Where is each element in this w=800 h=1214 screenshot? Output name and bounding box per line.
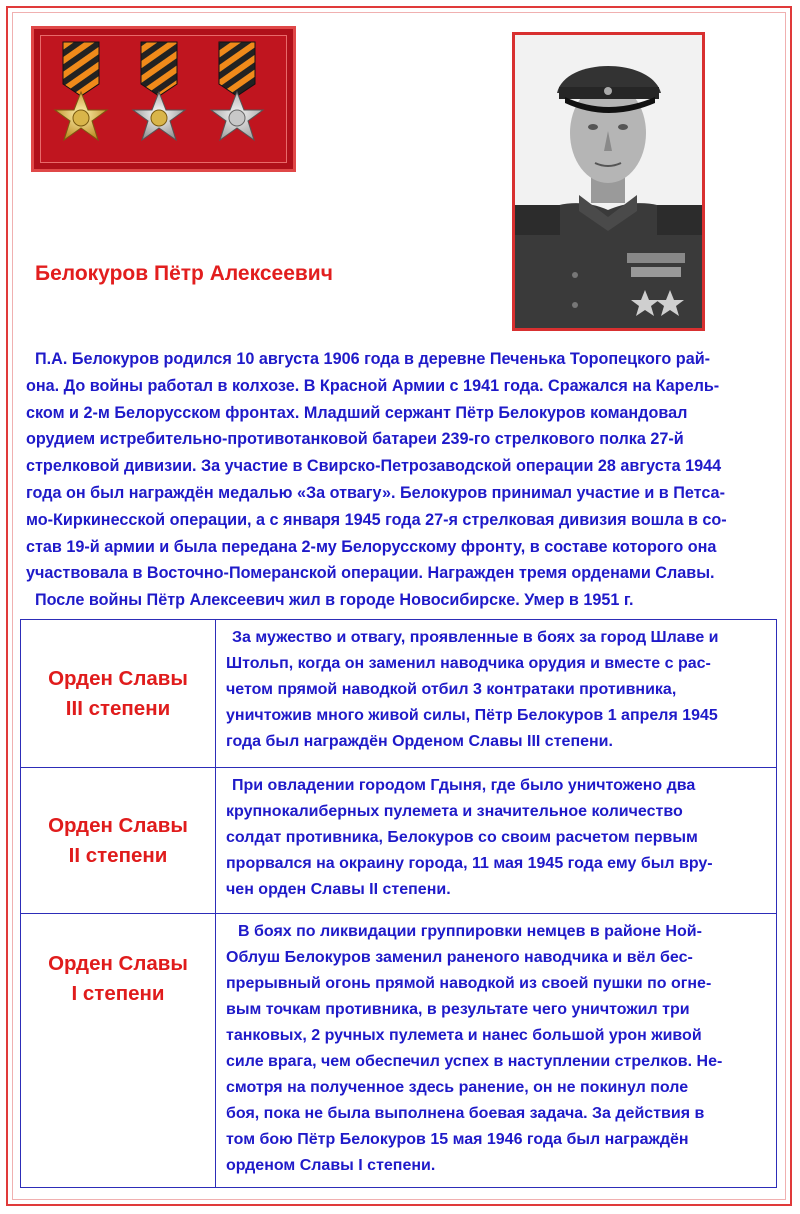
three-medals-illustration <box>41 36 288 164</box>
award-description-cell <box>216 620 777 768</box>
award-desc-line: года был награждён Орденом Славы III степени. <box>226 733 613 750</box>
award-degree-line: III степени <box>65 696 171 720</box>
bio-line: став 19-й армии и была передана 2-му Белорусскому фронту, в составе которого она <box>26 537 717 556</box>
award-desc-line: прорвался на окраину города, 11 мая 1945 года ему был вру- <box>226 855 713 872</box>
award-description-cell <box>216 768 777 914</box>
bio-line: ском и 2-м Белорусском фронтах. Младший сержант Пётр Белокуров командовал <box>26 403 688 422</box>
bio-line: она. До войны работал в колхозе. В Красной Армии с 1941 года. Сражался на Карель- <box>26 376 720 395</box>
award-title-cell <box>21 768 216 914</box>
order-of-glory-medals-image <box>31 26 296 172</box>
award-desc-line: четом прямой наводкой отбил 3 контратаки противника, <box>226 681 677 698</box>
award-desc-line: танковых, 2 ручных пулемета и нанес большой урон живой <box>226 1027 702 1044</box>
award-title-line: Орден Славы <box>48 952 188 975</box>
bio-line: После войны Пётр Алексеевич жил в городе Новосибирске. Умер в 1951 г. <box>35 591 634 610</box>
award-title-line: Орден Славы <box>48 666 188 690</box>
award-desc-line: смотря на полученное здесь ранение, он не покинул поле <box>226 1079 689 1096</box>
bio-line: мо-Киркинесской операции, а с января 1945 года 27-я стрелковая дивизия вошла в со- <box>26 510 727 529</box>
award-row-3rd-class <box>21 620 777 768</box>
award-desc-line: Облуш Белокуров заменил раненого наводчика и вёл бес- <box>226 949 693 966</box>
award-desc-line: солдат противника, Белокуров со своим расчетом первым <box>226 829 698 846</box>
award-title-cell <box>21 914 216 1188</box>
award-desc-line: прерывный огонь прямой наводкой из своей пушки по огне- <box>226 975 712 992</box>
award-desc-line: силе врага, чем обеспечил успех в наступлении стрелков. Не- <box>226 1053 723 1070</box>
award-desc-line: вым точкам противника, в результате чего уничтожил три <box>226 1001 690 1018</box>
award-desc-line: Штольп, когда он заменил наводчика орудия и вместе с рас- <box>226 655 711 672</box>
award-desc-line: В боях по ликвидации группировки немцев в районе Ной- <box>238 923 702 940</box>
soldier-portrait-illustration <box>515 35 702 328</box>
bio-line: стрелковой дивизии. За участие в Свирско-Петрозаводской операции 28 августа 1944 <box>26 457 722 476</box>
award-degree-line: II степени <box>68 843 168 867</box>
award-desc-line: орденом Славы I степени. <box>226 1157 436 1174</box>
award-title-cell <box>21 620 216 768</box>
biography-text <box>26 346 772 614</box>
award-row-1st-class <box>21 914 777 1188</box>
award-row-2nd-class <box>21 768 777 914</box>
bio-line: П.А. Белокуров родился 10 августа 1906 года в деревне Печенька Торопецкого рай- <box>35 350 711 368</box>
award-desc-line: том бою Пётр Белокуров 15 мая 1946 года был награждён <box>226 1131 689 1148</box>
bio-line: участвовала в Восточно-Померанской операции. Награжден тремя орденами Славы. <box>26 564 715 583</box>
medal-3-icon <box>211 42 263 140</box>
portrait-photo <box>512 32 705 331</box>
award-desc-line: уничтожив много живой силы, Пётр Белокуров 1 апреля 1945 <box>226 707 718 724</box>
award-desc-line: боя, пока не была выполнена боевая задача. За действия в <box>226 1105 705 1122</box>
bio-line: орудием истребительно-противотанковой батареи 239-го стрелкового полка 27-й <box>26 430 684 449</box>
award-desc-line: чен орден Славы II степени. <box>226 881 451 898</box>
award-description-cell <box>216 914 777 1188</box>
award-desc-line: При овладении городом Гдыня, где было уничтожено два <box>232 777 696 794</box>
awards-table <box>20 619 777 1188</box>
medals-background <box>40 35 287 163</box>
person-name-heading: Белокуров Пётр Алексеевич <box>35 262 333 285</box>
medal-2-icon <box>133 42 185 140</box>
award-title-line: Орден Славы <box>48 813 188 837</box>
award-degree-line: I степени <box>71 982 165 1005</box>
bio-line: года он был награждён медалью «За отвагу». Белокуров принимал участие и в Петса- <box>26 483 725 502</box>
award-desc-line: крупнокалиберных пулемета и значительное количество <box>226 803 683 820</box>
award-desc-line: За мужество и отвагу, проявленные в боях за город Шлаве и <box>232 629 719 646</box>
medal-1-icon <box>55 42 107 140</box>
